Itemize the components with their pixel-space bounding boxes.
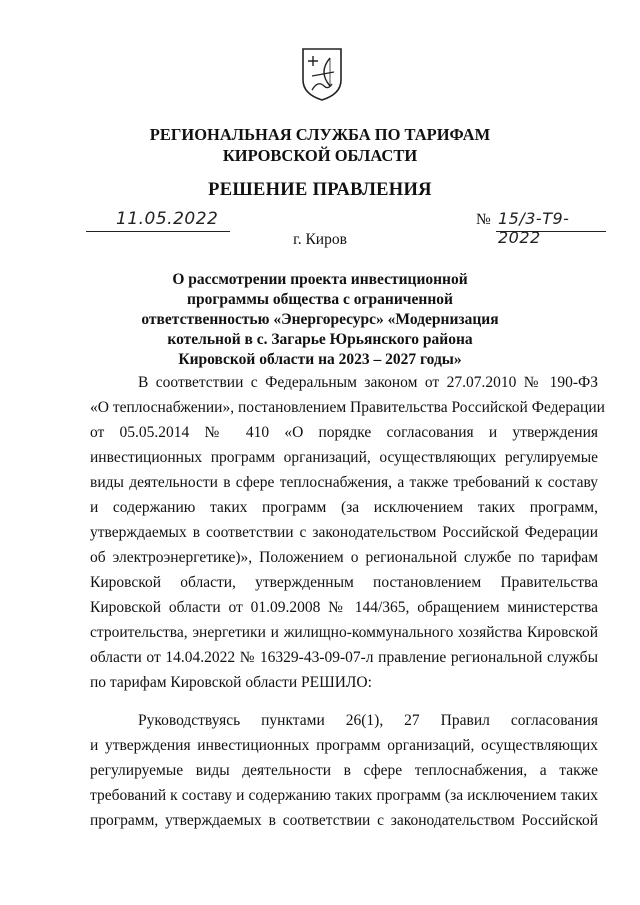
decision-date: 11.05.2022 bbox=[116, 209, 219, 229]
number-label: № bbox=[476, 211, 491, 228]
paragraph-line: Кировской области от 01.09.2008 № 144/365, обращением министерства bbox=[90, 599, 598, 616]
subject-line: ответственностью «Энергоресурс» «Модернизация bbox=[141, 311, 499, 328]
organization-name-line2: КИРОВСКОЙ ОБЛАСТИ bbox=[222, 146, 418, 165]
paragraph-line: В соответствии с Федеральным законом от 27.07.2010 № 190-ФЗ bbox=[138, 374, 598, 391]
paragraph-line: и содержанию таких программ (за исключением таких программ, bbox=[90, 499, 598, 516]
paragraph-line: по тарифам Кировской области РЕШИЛО: bbox=[90, 674, 372, 691]
subject-line: котельной в с. Загарье Юрьянского района bbox=[167, 331, 473, 348]
decision-number-field bbox=[496, 209, 606, 247]
paragraph-line: об электроэнергетике)», Положением о региональной службе по тарифам bbox=[90, 549, 598, 566]
paragraph-line: требований к составу и содержанию таких программ (за исключением таких bbox=[90, 787, 598, 804]
coat-of-arms-icon bbox=[300, 46, 344, 102]
city: г. Киров bbox=[293, 231, 347, 248]
decision-date-field bbox=[86, 209, 230, 232]
paragraph-line: Кировской области, утвержденным постановлением Правительства bbox=[90, 574, 598, 591]
paragraph-line: виды деятельности в сфере теплоснабжения, а также требований к составу bbox=[90, 474, 598, 491]
paragraph-line: и утверждения инвестиционных программ организаций, осуществляющих bbox=[90, 737, 598, 754]
paragraph-line: от 05.05.2014 № 410 «О порядке согласования и утверждения bbox=[90, 424, 598, 441]
paragraph-line: Руководствуясь пунктами 26(1), 27 Правил согласования bbox=[138, 712, 598, 729]
paragraph-line: регулируемые виды деятельности в сфере теплоснабжения, а также bbox=[90, 762, 598, 779]
document-title: РЕШЕНИЕ ПРАВЛЕНИЯ bbox=[208, 180, 432, 200]
paragraph-line: программ, утверждаемых в соответствии с законодательством Российской bbox=[90, 812, 598, 829]
paragraph-line: строительства, энергетики и жилищно-коммунального хозяйства Кировской bbox=[90, 624, 598, 641]
subject-line: Кировской области на 2023 – 2027 годы» bbox=[178, 351, 462, 368]
subject-line: О рассмотрении проекта инвестиционной bbox=[172, 271, 468, 288]
paragraph-line: утверждаемых в соответствии с законодательством Российской Федерации bbox=[90, 524, 598, 541]
decision-subject bbox=[0, 270, 640, 370]
paragraph-line: инвестиционных программ организаций, осуществляющих регулируемые bbox=[90, 449, 598, 466]
subject-line: программы общества с ограниченной bbox=[187, 291, 453, 308]
paragraph-line: области от 14.04.2022 № 16329-43-09-07-л правление региональной службы bbox=[90, 649, 598, 666]
paragraph-line: «О теплоснабжении», постановлением Правительства Российской Федерации bbox=[90, 399, 605, 416]
organization-name-line1: РЕГИОНАЛЬНАЯ СЛУЖБА ПО ТАРИФАМ bbox=[149, 125, 491, 144]
decision-number: 15/3-Т9-2022 bbox=[498, 209, 570, 247]
